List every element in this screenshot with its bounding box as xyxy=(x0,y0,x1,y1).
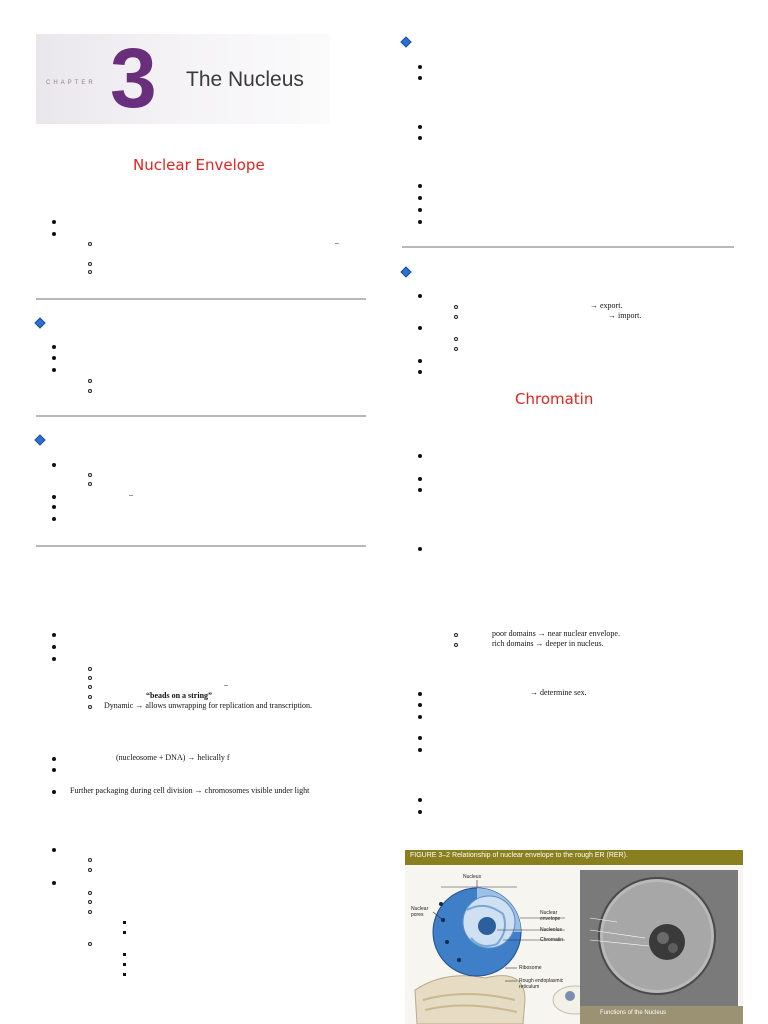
chapter-label: CHAPTER xyxy=(46,80,96,86)
bullet xyxy=(52,495,56,499)
label-ribosome: Ribosome xyxy=(519,965,542,971)
bullet xyxy=(418,488,422,492)
sub-bullet xyxy=(88,473,92,477)
label-nucleolus: Nucleolus xyxy=(540,927,562,933)
sub-sub-bullet xyxy=(123,931,126,934)
chapter-banner xyxy=(36,34,330,124)
figure-footer-text: Functions of the Nucleus xyxy=(600,1010,667,1016)
label-nuclear-envelope: Nuclear envelope xyxy=(540,910,561,922)
chapter-number: 3 xyxy=(110,34,157,124)
bullet xyxy=(418,196,422,200)
rich-domains-text: rich domains → deeper in nucleus. xyxy=(492,639,604,648)
bullet xyxy=(418,692,422,696)
figure-nuclear-envelope xyxy=(405,850,743,1024)
bullet xyxy=(418,736,422,740)
sub-sub-bullet xyxy=(123,953,126,956)
sub-bullet xyxy=(454,643,458,647)
beads-text: “beads on a string” xyxy=(146,691,213,700)
bullet xyxy=(418,136,422,140)
sub-sub-bullet xyxy=(123,973,126,976)
bullet xyxy=(52,356,56,360)
export-text: → export. xyxy=(590,301,623,310)
sub-bullet xyxy=(88,389,92,393)
bullet xyxy=(418,715,422,719)
further-text: Further packaging during cell division → chromosomes visible under light xyxy=(70,786,310,795)
bullet xyxy=(418,326,422,330)
bullet xyxy=(418,125,422,129)
bullet xyxy=(52,345,56,349)
sub-bullet xyxy=(88,270,92,274)
bullet xyxy=(418,65,422,69)
sub-bullet xyxy=(88,262,92,266)
sub-sub-bullet xyxy=(123,921,126,924)
bullet xyxy=(418,220,422,224)
bullet xyxy=(52,645,56,649)
sub-bullet xyxy=(88,858,92,862)
divider xyxy=(36,298,366,300)
diamond-bullet-icon xyxy=(400,266,411,277)
bullet xyxy=(418,810,422,814)
sub-bullet xyxy=(88,891,92,895)
bullet xyxy=(418,208,422,212)
bullet xyxy=(52,232,56,236)
sub-bullet xyxy=(88,667,92,671)
sub-bullet xyxy=(454,337,458,341)
bullet xyxy=(52,657,56,661)
sub-bullet xyxy=(454,305,458,309)
figure-caption: FIGURE 3–2 Relationship of nuclear envelope to the rough ER (RER). xyxy=(410,852,628,859)
diamond-bullet-icon xyxy=(34,317,45,328)
divider xyxy=(36,545,366,547)
bullet xyxy=(418,454,422,458)
sub-bullet xyxy=(88,676,92,680)
bullet xyxy=(418,798,422,802)
bullet xyxy=(52,517,56,521)
bullet xyxy=(418,370,422,374)
bullet xyxy=(418,76,422,80)
bullet xyxy=(418,703,422,707)
divider xyxy=(402,246,734,248)
dash-text: – xyxy=(129,490,133,499)
bullet xyxy=(52,633,56,637)
dash-text: – xyxy=(224,680,228,689)
sub-bullet xyxy=(454,315,458,319)
dynamic-text: Dynamic → allows unwrapping for replication and transcription. xyxy=(104,701,312,710)
bullet xyxy=(418,294,422,298)
poor-domains-text: poor domains → near nuclear envelope. xyxy=(492,629,620,638)
sub-sub-bullet xyxy=(123,963,126,966)
sub-bullet xyxy=(88,705,92,709)
sub-bullet xyxy=(88,942,92,946)
bullet xyxy=(52,790,56,794)
bullet xyxy=(418,477,422,481)
determine-sex-text: → determine sex. xyxy=(530,688,587,697)
sub-bullet xyxy=(88,868,92,872)
heading-nuclear-envelope: Nuclear Envelope xyxy=(133,156,265,174)
chapter-title: The Nucleus xyxy=(186,68,304,91)
bullet xyxy=(418,359,422,363)
bullet xyxy=(52,881,56,885)
sub-bullet xyxy=(88,695,92,699)
sub-bullet xyxy=(88,685,92,689)
dash-text: – xyxy=(335,238,339,247)
label-nuclear-pores: Nuclear pores xyxy=(411,906,429,918)
label-chromatin: Chromatin xyxy=(540,937,564,943)
bullet xyxy=(52,768,56,772)
nucleosome-text: (nucleosome + DNA) → helically f xyxy=(116,753,230,762)
bullet xyxy=(52,220,56,224)
label-rough-er: Rough endoplasmic reticulum xyxy=(519,978,564,990)
figure-footer xyxy=(580,1006,743,1024)
import-text: → import. xyxy=(608,311,642,320)
bullet xyxy=(52,848,56,852)
bullet xyxy=(418,184,422,188)
figure-illustration xyxy=(405,850,743,1024)
bullet xyxy=(418,748,422,752)
diamond-bullet-icon xyxy=(400,36,411,47)
sub-bullet xyxy=(88,910,92,914)
bullet xyxy=(52,505,56,509)
sub-bullet xyxy=(454,633,458,637)
heading-chromatin: Chromatin xyxy=(515,390,594,408)
label-nucleus: Nucleus xyxy=(463,874,482,880)
bullet xyxy=(52,463,56,467)
sub-bullet xyxy=(88,482,92,486)
sub-bullet xyxy=(88,242,92,246)
diamond-bullet-icon xyxy=(34,434,45,445)
bullet xyxy=(52,368,56,372)
bullet xyxy=(52,757,56,761)
sub-bullet xyxy=(454,347,458,351)
sub-bullet xyxy=(88,900,92,904)
divider xyxy=(36,415,366,417)
sub-bullet xyxy=(88,379,92,383)
bullet xyxy=(418,547,422,551)
